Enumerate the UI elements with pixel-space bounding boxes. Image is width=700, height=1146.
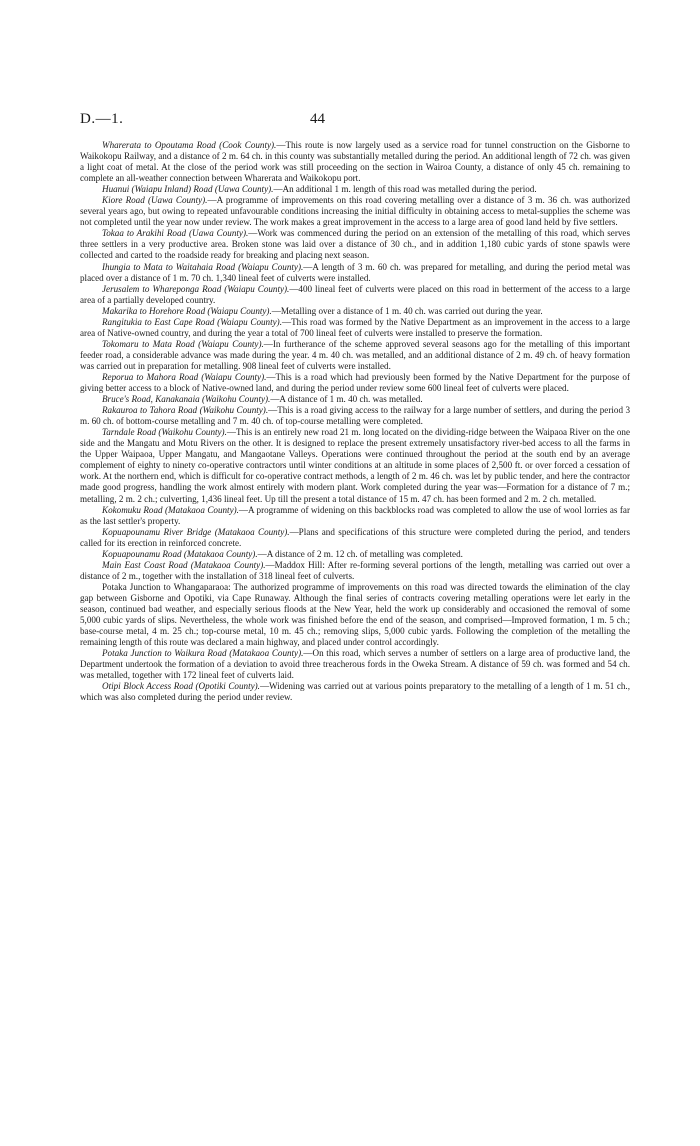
paragraph-title: Potaka Junction to Waikura Road (Matakaoa County).: [102, 648, 304, 659]
paragraph-text: —400 lineal feet of culverts were placed on this road in betterment of the access to a large area of a partially developed country.: [80, 283, 630, 305]
paragraph-title: Wharerata to Opoutama Road (Cook County).: [102, 140, 277, 150]
paragraph: [80, 228, 630, 261]
body-text: [80, 140, 630, 703]
paragraph-title: Kiore Road (Uawa County).: [102, 195, 208, 206]
paragraph-text: —A programme of widening on this backblocks road was completed to allow the use of wool lorries as far as the last settler's property.: [80, 504, 631, 526]
paragraph-text: —This route is now largely used as a service road for tunnel construction on the Gisborne to Waikokopu Railway, and a distance of 2 m. 64 ch. in this county was substantially metalled during the period. An additional length of 72 ch. was given a light coat of metal. At the close of the period work was still proceeding on the section in Wairoa County, a distance of only 45 ch. remaining to complete an all-weather connection between Wharerata and Waikokopu port.: [80, 140, 630, 184]
paragraph: [80, 505, 630, 527]
paragraph: [80, 527, 630, 549]
paragraph: [80, 317, 630, 339]
paragraph-text: —A programme of improvements on this road covering metalling over a distance of 3 m. 36 ch. was authorized several years ago, but owing to repeated unfavourable conditions increasing the initial difficulty in obtaining access to metal-supplies the scheme was not completed until the year now under review. The work makes a great improvement in the access to a large area of good land held by five settlers.: [80, 195, 630, 228]
paragraph: [80, 394, 630, 405]
paragraph: [80, 582, 630, 648]
paragraph: [80, 195, 630, 228]
paragraph: [80, 549, 630, 560]
paragraph: [80, 339, 630, 372]
paragraph-text: —This road was formed by the Native Department as an improvement in the access to a large area of Native-owned country, and during the year a total of 700 lineal feet of culverts were installed to preserve the formation.: [80, 316, 630, 338]
document-reference: D.—1.: [80, 111, 124, 127]
paragraph-title: Kopuapounamu River Bridge (Matakaoa County).: [102, 526, 290, 537]
paragraph-text: Potaka Junction to Whangaparaoa: The authorized programme of improvements on this road was directed towards the elimination of the clay gap between Gisborne and Opotiki, via Cape Runaway. Although the final series of contracts covering metalling operations were let early in the season, continued bad weather, and especially serious floods at the New Year, held the work up considerably and occasioned the removal of some 5,000 cubic yards of slips. Nevertheless, the whole work was finished before the end of the season, and comprised—Improved formation, 1 m. 5 ch.; base-course metal, 4 m. 25 ch.; top-course metal, 10 m. 45 ch.; removing slips, 5,000 cubic yards. Following the completion of the metalling the remaining length of this route was declared a main highway, and placed under control accordingly.: [80, 581, 630, 648]
paragraph-title: Bruce's Road, Kanakanaia (Waikohu County).: [102, 394, 271, 405]
paragraph-text: —A distance of 2 m. 12 ch. of metalling was completed.: [257, 548, 463, 559]
paragraph-text: —Metalling over a distance of 1 m. 40 ch. was carried out during the year.: [271, 305, 543, 316]
paragraph-text: —A length of 3 m. 60 ch. was prepared for metalling, and during the period metal was placed over a distance of 1 m. 70 ch. 1,340 lineal feet of culverts were installed.: [80, 261, 630, 283]
paragraph-text: —Plans and specifications of this structure were completed during the period, and tenders called for its erection in reinforced concrete.: [80, 526, 630, 548]
paragraph: [80, 681, 630, 703]
paragraph-title: Ihungia to Mata to Waitahaia Road (Waiapu County).: [102, 261, 304, 272]
paragraph: [80, 427, 630, 504]
paragraph-text: —On this road, which serves a number of settlers on a large area of productive land, the Department undertook the formation of a deviation to avoid three treacherous fords in the Oweka Stream. A distance of 59 ch. was formed and 54 ch. was metalled, together with 172 lineal feet of culverts laid.: [80, 648, 631, 681]
paragraph-text: —Widening was carried out at various points preparatory to the metalling of a length of 1 m. 51 ch., which was also completed during the period under review.: [80, 681, 630, 703]
paragraph-text: —This is an entirely new road 21 m. long located on the dividing-ridge between the Waipaoa River on the one side and the Mangatu and Motu Rivers on the other. It is designed to replace the present extremely unsatisfactory river-bed access to all the farms in the Upper Waipaoa, Upper Mangatu, and Mangaotane Valleys. Operations were continued throughout the period at the south end by an average complement of eighty to ninety co-operative contractors until winter conditions at an altitude in some places of 2,500 ft. or over forced a cessation of work. At the northern end, which is difficult for co-operative contract methods, a length of 2 m. 46 ch. was let by public tender, and here the contractor made good progress, handling the work almost entirely with modern plant. Work completed during the year was—Formation for a distance of 7 m.; metalling, 2 m. 2 ch.; culverting, 1,436 lineal feet. Up till the present a total distance of 15 m. 47 ch. has been formed and 2 m. 2 ch. metalled.: [80, 427, 630, 504]
paragraph-text: —Maddox Hill: After re-forming several portions of the length, metalling was carried out over a distance of 2 m., together with the installation of 318 lineal feet of culverts.: [80, 559, 630, 581]
paragraph-title: Reporua to Mahora Road (Waiapu County).: [102, 371, 267, 382]
paragraph-title: Tokomaru to Mata Road (Waiapu County).: [102, 338, 264, 349]
paragraph-title: Makarika to Horehore Road (Waiapu County).: [102, 305, 272, 316]
paragraph-title: Otipi Block Access Road (Opotiki County).: [102, 681, 260, 692]
paragraph-title: Kopuapounamu Road (Matakaoa County).: [102, 548, 258, 559]
paragraph-text: —Work was commenced during the period on an extension of the metalling of this road, which serves three settlers in a very productive area. Broken stone was laid over a distance of 30 ch., and in addition 1,180 cubic yards of stone spawls were collected and carted to the roadside ready for breaking and placing next season.: [80, 228, 630, 261]
paragraph: [80, 405, 630, 427]
paragraph: [80, 284, 630, 306]
paragraph: [80, 372, 630, 394]
paragraph: [80, 560, 630, 582]
paragraph: [80, 306, 630, 317]
paragraph: [80, 648, 630, 681]
paragraph: [80, 184, 630, 195]
page-number: 44: [310, 111, 325, 127]
paragraph-title: Tarndale Road (Waikohu County).: [102, 427, 227, 438]
paragraph-title: Main East Coast Road (Matakaoa County).: [102, 559, 266, 570]
paragraph-title: Jerusalem to Whareponga Road (Waiapu County).: [102, 283, 290, 294]
paragraph-text: —An additional 1 m. length of this road was metalled during the period.: [273, 184, 537, 195]
page-header: [80, 111, 620, 135]
paragraph: [80, 140, 630, 184]
paragraph-title: Rangitukia to East Cape Road (Waiapu County).: [102, 316, 282, 327]
paragraph: [80, 262, 630, 284]
paragraph-text: —In furtherance of the scheme approved several seasons ago for the metalling of this important feeder road, a considerable advance was made during the year. 4 m. 40 ch. was metalled, and an additional distance of 2 m. 49 ch. of heavy formation was carried out in preparation for metalling. 908 lineal feet of culverts were installed.: [80, 338, 630, 371]
paragraph-text: —This is a road giving access to the railway for a large number of settlers, and during the period 3 m. 60 ch. of bottom-course metalling and 7 m. 40 ch. of top-course metalling were completed.: [80, 405, 630, 427]
paragraph-title: Rakauroa to Tahora Road (Waikohu County).: [102, 405, 269, 416]
paragraph-title: Huanui (Waiapu Inland) Road (Uawa County).: [102, 184, 274, 195]
paragraph-text: —This is a road which had previously been formed by the Native Department for the purpose of giving better access to a block of Native-owned land, and during the period under review some 600 lineal feet of culverts were placed.: [80, 371, 631, 394]
paragraph-text: —A distance of 1 m. 40 ch. was metalled.: [270, 394, 423, 405]
paragraph-title: Tokaa to Arakihi Road (Uawa County).: [102, 228, 249, 239]
paragraph-title: Kokomuku Road (Matakaoa County).: [102, 504, 239, 515]
